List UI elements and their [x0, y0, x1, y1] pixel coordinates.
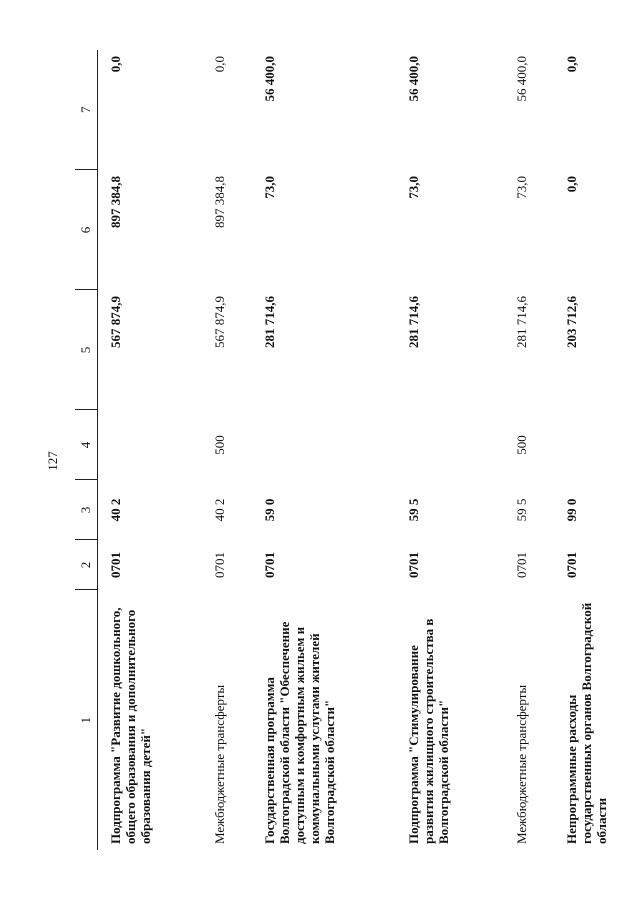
amount-col6: 897 384,8	[212, 176, 227, 228]
amount-col7: 56 400,0	[514, 56, 529, 102]
column-header: 2	[75, 540, 98, 590]
program-code: 59 0	[262, 498, 277, 522]
section-code: 0701	[108, 552, 123, 578]
program-code: 40 2	[212, 498, 227, 522]
table-header-row	[75, 50, 98, 850]
amount-col7: 56 400,0	[406, 56, 421, 102]
column-header: 1	[75, 590, 98, 850]
section-code: 0701	[262, 552, 277, 578]
row-name: Межбюджетные трансферты	[212, 684, 227, 844]
amount-col6: 897 384,8	[108, 176, 123, 228]
amount-col5: 203 712,6	[564, 296, 579, 348]
table-row	[202, 50, 252, 850]
table-row	[504, 50, 554, 850]
amount-col5: 567 874,9	[108, 296, 123, 348]
table-row	[396, 50, 504, 850]
amount-col7: 0,0	[108, 56, 123, 73]
page-number: 127	[45, 451, 60, 471]
amount-col7: 56 400,0	[262, 56, 277, 102]
amount-col5: 281 714,6	[262, 296, 277, 348]
rotated-table-sheet	[75, 50, 609, 850]
section-code: 0701	[212, 552, 227, 578]
row-name: Государственная программа Волгоградской области "Обеспечение доступным и комфортным жильем и коммунальными услугами жителей Волгоградской области"	[262, 621, 337, 844]
expense-type-code: 500	[212, 435, 227, 455]
amount-col6: 73,0	[406, 176, 421, 199]
amount-col6: 73,0	[262, 176, 277, 199]
amount-col7: 0,0	[212, 56, 227, 73]
amount-col5: 281 714,6	[514, 296, 529, 348]
section-code: 0701	[406, 552, 421, 578]
table-row	[98, 50, 203, 850]
budget-table	[75, 50, 626, 850]
program-code: 59 5	[514, 498, 529, 522]
column-header: 3	[75, 480, 98, 540]
expense-type-code: 500	[514, 435, 529, 455]
column-header: 5	[75, 290, 98, 410]
expense-type-code	[554, 410, 626, 480]
section-code: 0701	[564, 552, 579, 578]
amount-col6: 73,0	[514, 176, 529, 199]
column-header: 7	[75, 50, 98, 170]
table-row	[554, 50, 626, 850]
program-code: 99 0	[564, 498, 579, 522]
column-header: 4	[75, 410, 98, 480]
expense-type-code	[252, 410, 396, 480]
expense-type-code	[396, 410, 504, 480]
column-header: 6	[75, 170, 98, 290]
section-code: 0701	[514, 552, 529, 578]
amount-col6: 0,0	[564, 176, 579, 193]
table-row	[252, 50, 396, 850]
amount-col5: 281 714,6	[406, 296, 421, 348]
expense-type-code	[98, 410, 203, 480]
row-name: Подпрограмма "Развитие дошкольного, общего образования и дополнительного образования детей"	[108, 607, 153, 844]
row-name: Межбюджетные трансферты	[514, 684, 529, 844]
row-name: Непрограммные расходы государственных органов Волгоградской области	[564, 602, 609, 844]
amount-col5: 567 874,9	[212, 296, 227, 348]
program-code: 59 5	[406, 498, 421, 522]
program-code: 40 2	[108, 498, 123, 522]
row-name: Подпрограмма "Стимулирование развития жилищного строительства в Волгоградской области"	[406, 618, 451, 844]
amount-col7: 0,0	[564, 56, 579, 73]
